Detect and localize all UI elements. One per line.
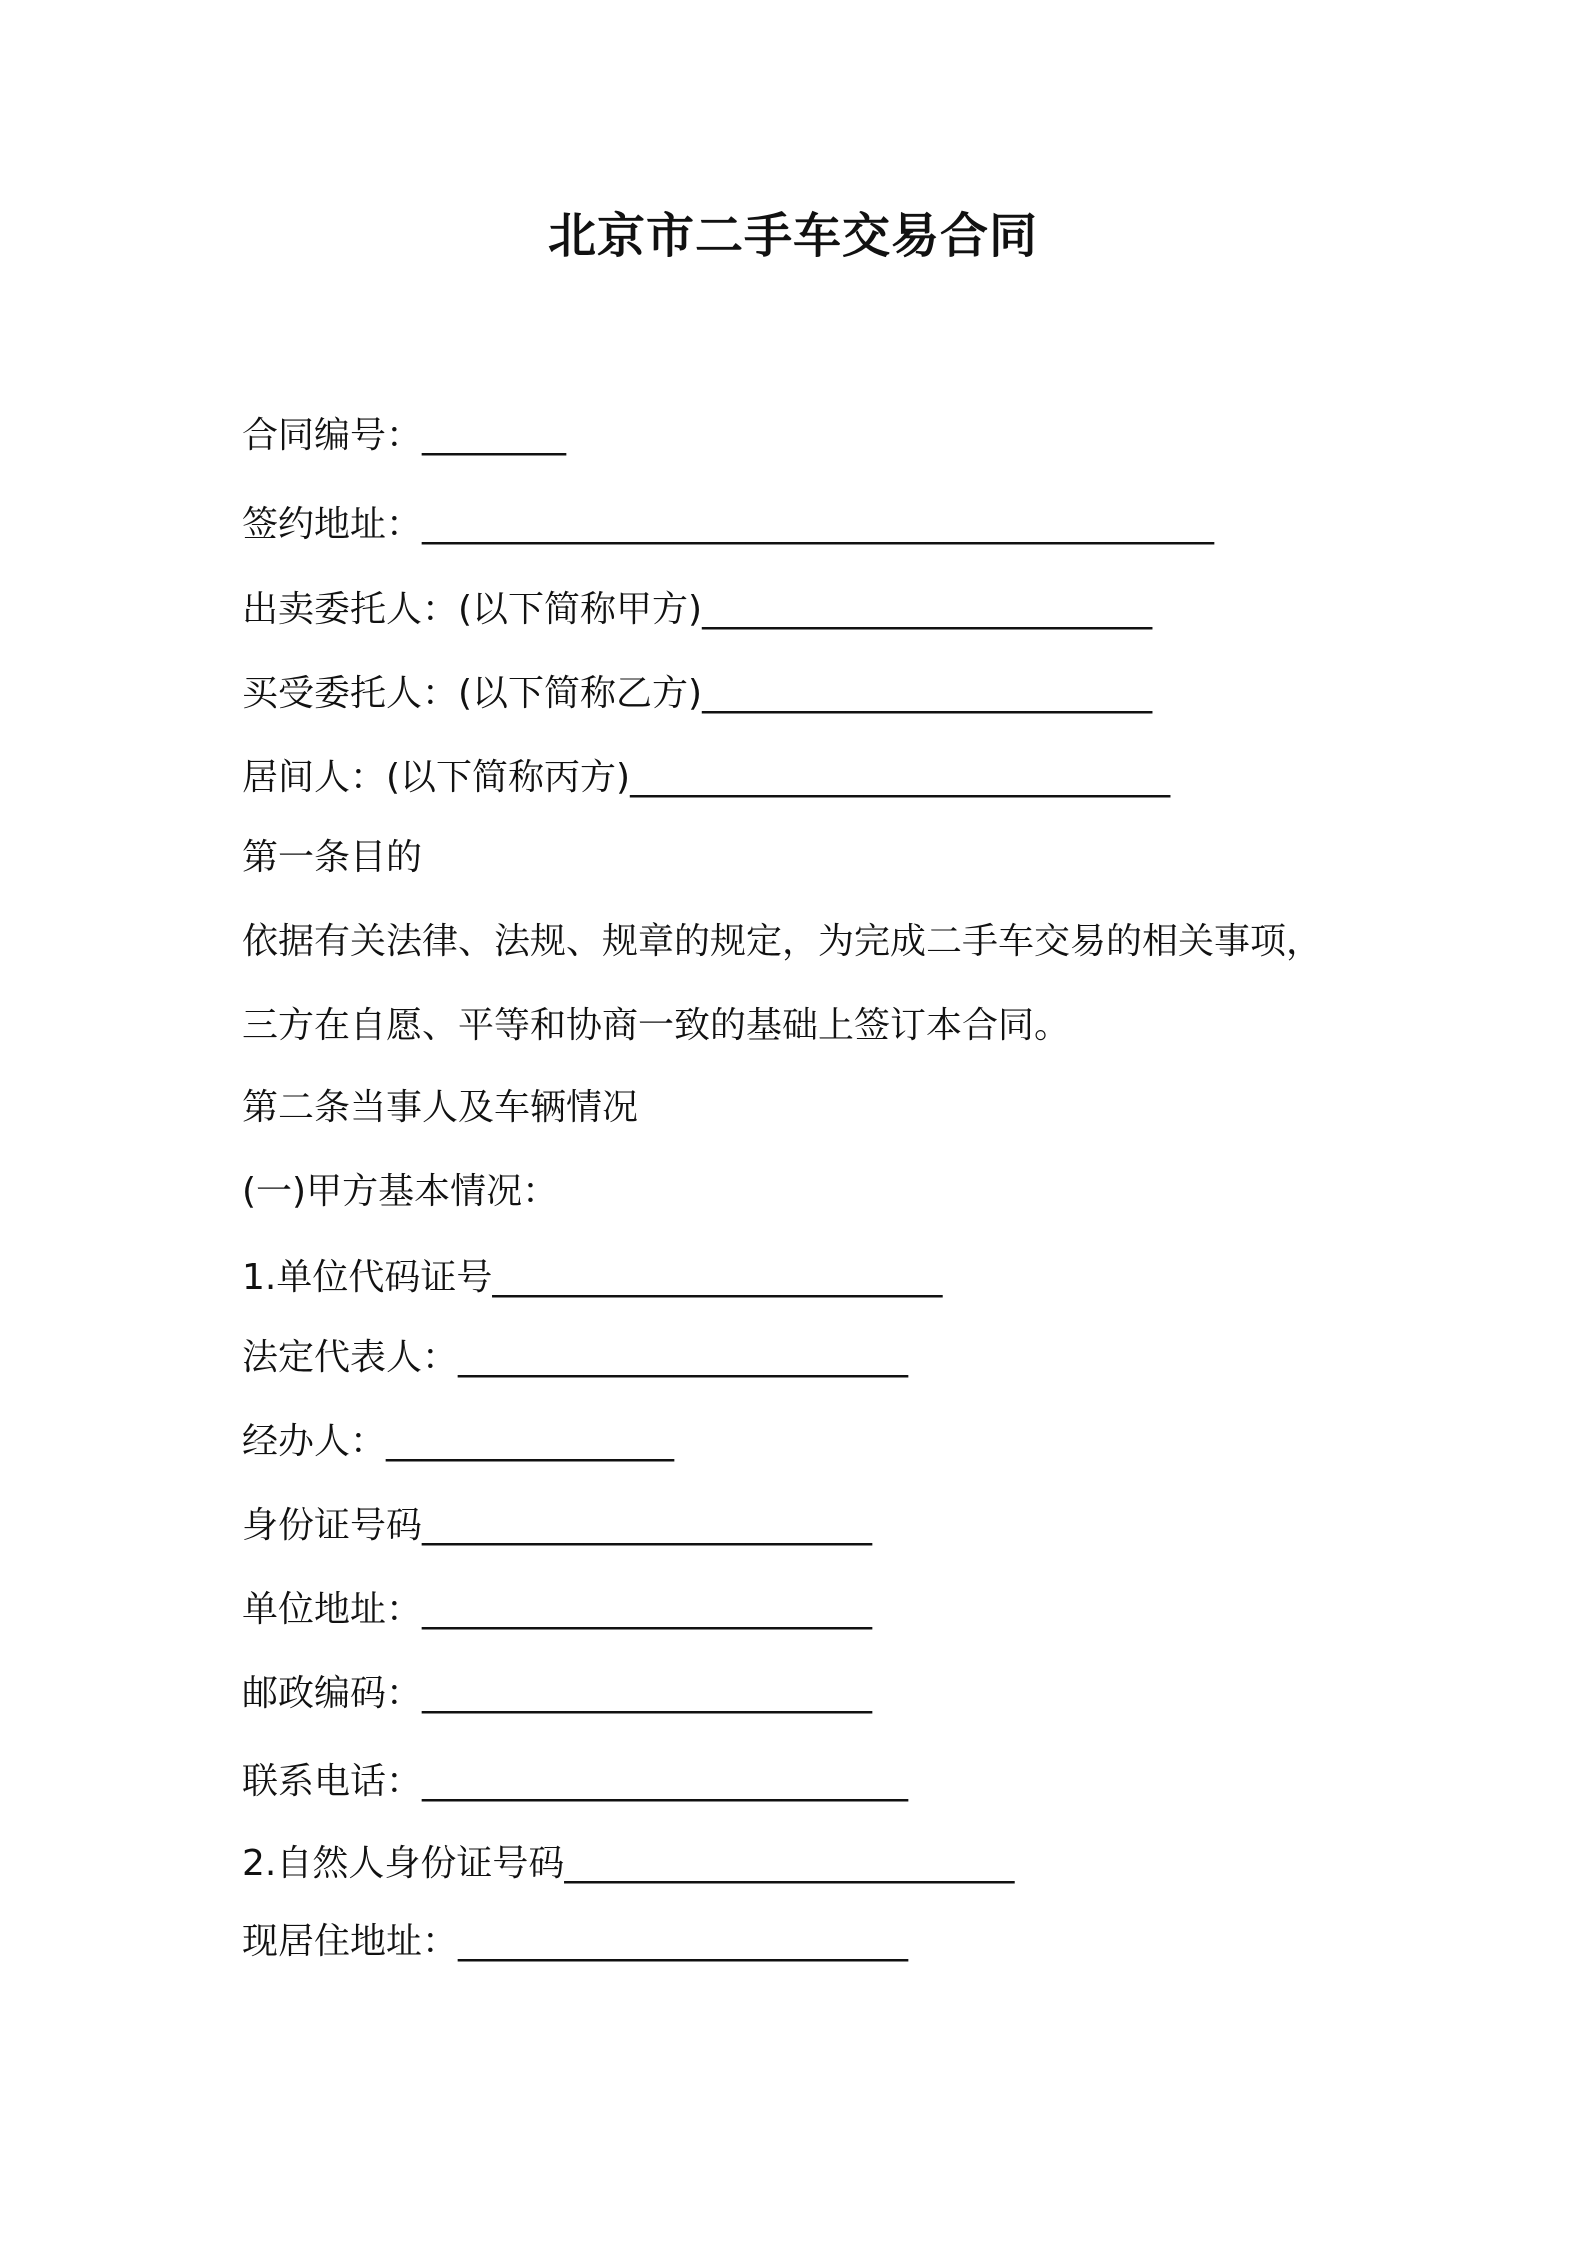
legal-rep-line: 法定代表人：_________________________: [242, 1337, 909, 1378]
party-a-heading: (一)甲方基本情况：: [242, 1171, 559, 1212]
postal-code-line: 邮政编码：_________________________: [242, 1673, 873, 1714]
article-one-heading: 第一条目的: [242, 837, 423, 878]
article-one-text-1: 依据有关法律、法规、规章的规定，为完成二手车交易的相关事项，: [242, 921, 1323, 962]
article-two-heading: 第二条当事人及车辆情况: [242, 1087, 639, 1128]
buyer-line: 买受委托人：(以下简称乙方)_________________________: [242, 673, 1153, 714]
org-address-line: 单位地址：_________________________: [242, 1589, 873, 1630]
document-title: 北京市二手车交易合同: [547, 208, 1038, 264]
residence-address-line: 现居住地址：_________________________: [242, 1921, 909, 1962]
person-id-line: 2.自然人身份证号码_________________________: [242, 1843, 1015, 1884]
handler-line: 经办人：________________: [242, 1421, 675, 1462]
signing-address-line: 签约地址：____________________________________________: [242, 504, 1215, 545]
intermediary-line: 居间人：(以下简称丙方)______________________________: [242, 757, 1171, 798]
contract-number-line: 合同编号：________: [242, 415, 567, 456]
id-number-line: 身份证号码_________________________: [242, 1505, 873, 1546]
seller-line: 出卖委托人：(以下简称甲方)_________________________: [242, 589, 1153, 630]
article-one-text-2: 三方在自愿、平等和协商一致的基础上签订本合同。: [242, 1005, 1071, 1046]
org-code-line: 1.单位代码证号_________________________: [242, 1257, 943, 1298]
phone-line: 联系电话：___________________________: [242, 1761, 909, 1802]
